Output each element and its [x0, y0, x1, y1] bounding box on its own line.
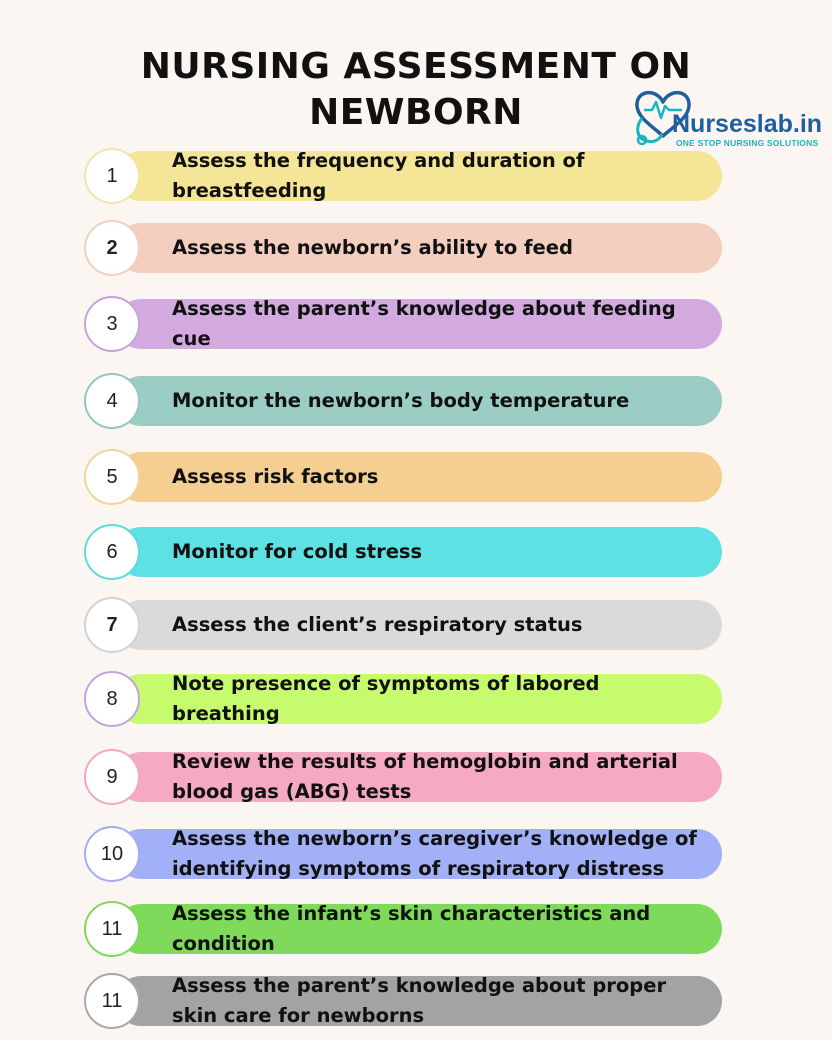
- item-number-badge: 9: [84, 749, 140, 805]
- assessment-item: [84, 826, 722, 882]
- item-number-badge: 6: [84, 524, 140, 580]
- item-text: Monitor the newborn’s body temperature: [172, 389, 630, 412]
- item-number-badge: 11: [84, 973, 140, 1029]
- item-number-badge: 11: [84, 901, 140, 957]
- item-text: Assess the newborn’s ability to feed: [172, 236, 573, 259]
- assessment-item: [84, 449, 722, 505]
- item-text: Assess the parent’s knowledge about proper skin care for newborns: [172, 974, 667, 1027]
- assessment-item: [84, 524, 722, 580]
- item-text: Assess the client’s respiratory status: [172, 613, 583, 636]
- item-number-badge: 2: [84, 220, 140, 276]
- item-text: Assess the parent’s knowledge about feeding cue: [172, 297, 676, 350]
- assessment-item: [84, 296, 722, 352]
- assessment-item: [84, 597, 722, 653]
- assessment-item: [84, 671, 722, 727]
- assessment-item: [84, 373, 722, 429]
- item-text: Assess risk factors: [172, 465, 379, 488]
- item-number-badge: 7: [84, 597, 140, 653]
- item-text: Note presence of symptoms of labored breathing: [172, 672, 600, 725]
- assessment-item: [84, 973, 722, 1029]
- assessment-item: [84, 901, 722, 957]
- assessment-item: [84, 220, 722, 276]
- nurseslab-logo[interactable]: [632, 82, 828, 152]
- assessment-item: [84, 148, 722, 204]
- item-text: Review the results of hemoglobin and arterial blood gas (ABG) tests: [172, 750, 678, 803]
- item-text: Assess the newborn’s caregiver’s knowledge of identifying symptoms of respiratory distress: [172, 827, 697, 880]
- item-number-badge: 1: [84, 148, 140, 204]
- item-number-badge: 5: [84, 449, 140, 505]
- item-number-badge: 10: [84, 826, 140, 882]
- item-text: Assess the frequency and duration of breastfeeding: [172, 149, 585, 202]
- item-number-badge: 8: [84, 671, 140, 727]
- logo-name: Nurseslab.in: [672, 110, 823, 138]
- item-text: Assess the infant’s skin characteristics and condition: [172, 902, 651, 955]
- item-text: Monitor for cold stress: [172, 540, 423, 563]
- item-number-badge: 4: [84, 373, 140, 429]
- logo-tagline: ONE STOP NURSING SOLUTIONS: [676, 138, 819, 148]
- assessment-item: [84, 749, 722, 805]
- item-number-badge: 3: [84, 296, 140, 352]
- page-title: NURSING ASSESSMENT ON NEWBORN: [140, 46, 692, 133]
